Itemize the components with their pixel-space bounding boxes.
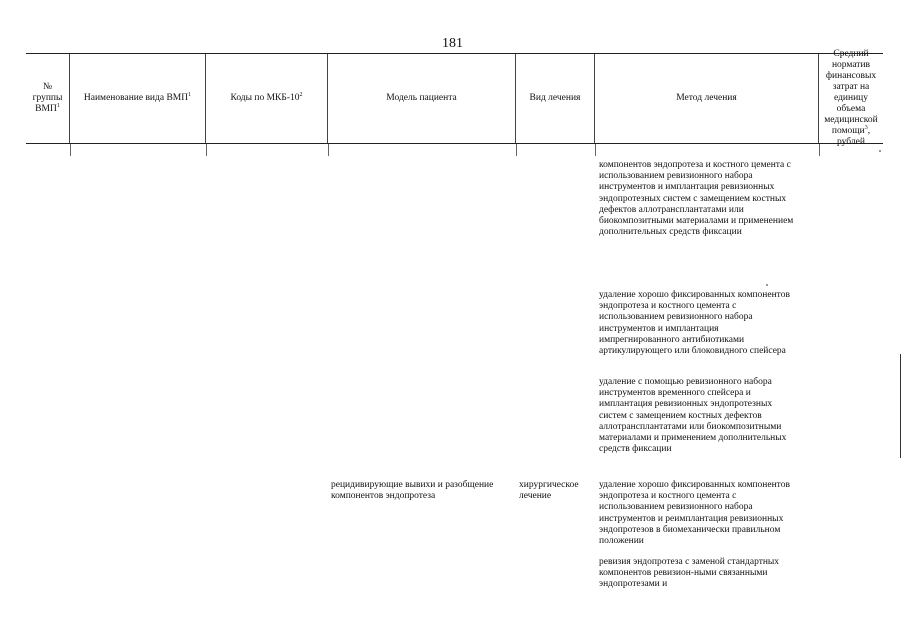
page-number: 181 [442, 36, 463, 51]
column-divider [70, 144, 71, 156]
treatment-method-1: компонентов эндопротеза и костного цемента с использованием ревизионного набора инструментов и имплантация ревизионных эндопротезных систем с замещением костных дефектов аллотрансплантатами или биокомпозитными материалами и применением дополнительных средств фиксации [599, 160, 794, 238]
header-mkb [206, 54, 328, 143]
column-divider [206, 144, 207, 156]
treatment-type-cell: хирургическое лечение [519, 480, 579, 502]
header-treatment-method-text: Метод лечения [676, 93, 737, 103]
column-divider [328, 144, 329, 156]
treatment-method-4: удаление хорошо фиксированных компонентов эндопротеза и костного цемента с использованием ревизионного набора инструментов и реимплантация ревизионных эндопротезов в биомеханически правильном положении [599, 480, 790, 547]
column-divider [595, 144, 596, 156]
scan-speck [879, 150, 881, 152]
header-cost-post: , рублей [837, 126, 871, 147]
header-vmp-name-text: Наименование вида ВМП [83, 93, 189, 103]
header-cost [819, 49, 883, 147]
header-cost-sup: 3 [864, 124, 868, 131]
header-cost-text: Средний норматив финансовых затрат на единицу объема медицинской помощи [824, 49, 878, 136]
header-treatment-method [595, 54, 819, 143]
treatment-method-5: ревизия эндопротеза с заменой стандартных компонентов ревизион-ными связанными эндопротезами и [599, 557, 780, 590]
treatment-method-3: удаление с помощью ревизионного набора инструментов временного спейсера и имплантация ревизионных эндопротезных систем с замещением костных дефектов аллотрансплантатами или биокомпозитными материалами и применением дополнительных средств фиксации [599, 377, 787, 455]
header-patient-model [328, 54, 516, 143]
header-patient-model-text: Модель пациента [386, 93, 457, 103]
header-treatment-type [516, 54, 595, 143]
header-vmp-name [70, 54, 206, 143]
scan-speck [766, 284, 768, 286]
header-group-sup: 1 [56, 102, 60, 109]
header-mkb-sup: 2 [299, 91, 303, 98]
patient-model-cell: рецидивирующие вывихи и разобщение компонентов эндопротеза [331, 480, 494, 502]
header-vmp-sup: 1 [188, 91, 192, 98]
table-header [26, 49, 883, 147]
header-treatment-type-text: Вид лечения [529, 93, 581, 103]
treatment-method-2: удаление хорошо фиксированных компонентов эндопротеза и костного цемента с использованием ревизионного набора инструментов и имплантация импрегнированного антибиотиками артикулирующего или блоковидного спейсера [599, 290, 790, 357]
column-divider [819, 144, 820, 156]
column-divider [516, 144, 517, 156]
header-group-no [26, 54, 70, 143]
header-mkb-text: Коды по МКБ-10 [230, 93, 300, 103]
header-group-no-text: № группы ВМП [32, 82, 63, 114]
scan-artifact-line [900, 354, 902, 458]
